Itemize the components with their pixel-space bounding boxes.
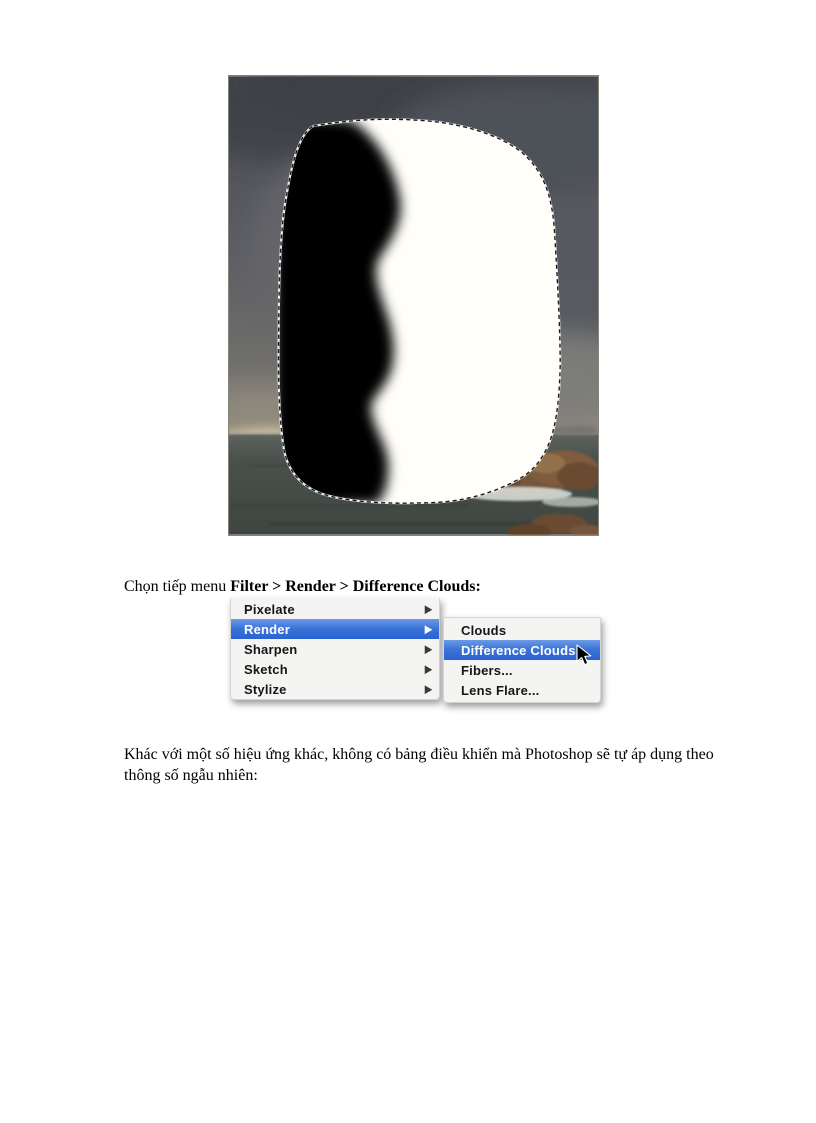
menu-item-label: Sharpen	[244, 641, 298, 657]
menu-item-label: Clouds	[461, 622, 507, 638]
menu-item-label: Difference Clouds	[461, 642, 576, 658]
caption-text	[124, 576, 481, 597]
mouse-cursor-icon	[576, 644, 592, 666]
menu-item-label: Render	[244, 621, 290, 637]
menu-item-label: Stylize	[244, 681, 287, 697]
submenu-arrow-icon: ▶	[424, 622, 432, 635]
submenu-arrow-icon: ▶	[424, 682, 432, 695]
submenu-arrow-icon: ▶	[424, 642, 432, 655]
submenu-arrow-icon: ▶	[424, 602, 432, 615]
menu-item-stylize[interactable]	[231, 679, 439, 699]
menu-item-sharpen[interactable]	[231, 639, 439, 659]
photoshop-filter-menu-screenshot	[230, 598, 612, 718]
menu-item-label: Pixelate	[244, 601, 295, 617]
canvas-screenshot-image	[228, 75, 599, 536]
menu-item-pixelate[interactable]	[231, 599, 439, 619]
seascape-clouds-figure	[229, 76, 598, 535]
caption-prefix: Chọn tiếp menu	[124, 578, 231, 595]
paragraph-line-2: thông số ngẫu nhiên:	[124, 767, 258, 784]
body-paragraph	[124, 744, 724, 786]
menu-item-sketch[interactable]	[231, 659, 439, 679]
menu-item-label: Sketch	[244, 661, 288, 677]
submenu-item-clouds[interactable]	[444, 620, 600, 640]
clouds-filter-selection	[274, 116, 560, 507]
submenu-arrow-icon: ▶	[424, 662, 432, 675]
menu-item-label: Fibers...	[461, 662, 513, 678]
menu-item-render[interactable]	[231, 619, 439, 639]
submenu-item-lens-flare[interactable]	[444, 680, 600, 700]
filter-menu-panel	[230, 598, 440, 700]
menu-item-label: Lens Flare...	[461, 682, 540, 698]
paragraph-line-1: Khác với một số hiệu ứng khác, không có bảng điều khiển mà Photoshop sẽ tự áp dụng theo	[124, 746, 714, 763]
caption-menu-path: Filter > Render > Difference Clouds:	[230, 578, 481, 595]
